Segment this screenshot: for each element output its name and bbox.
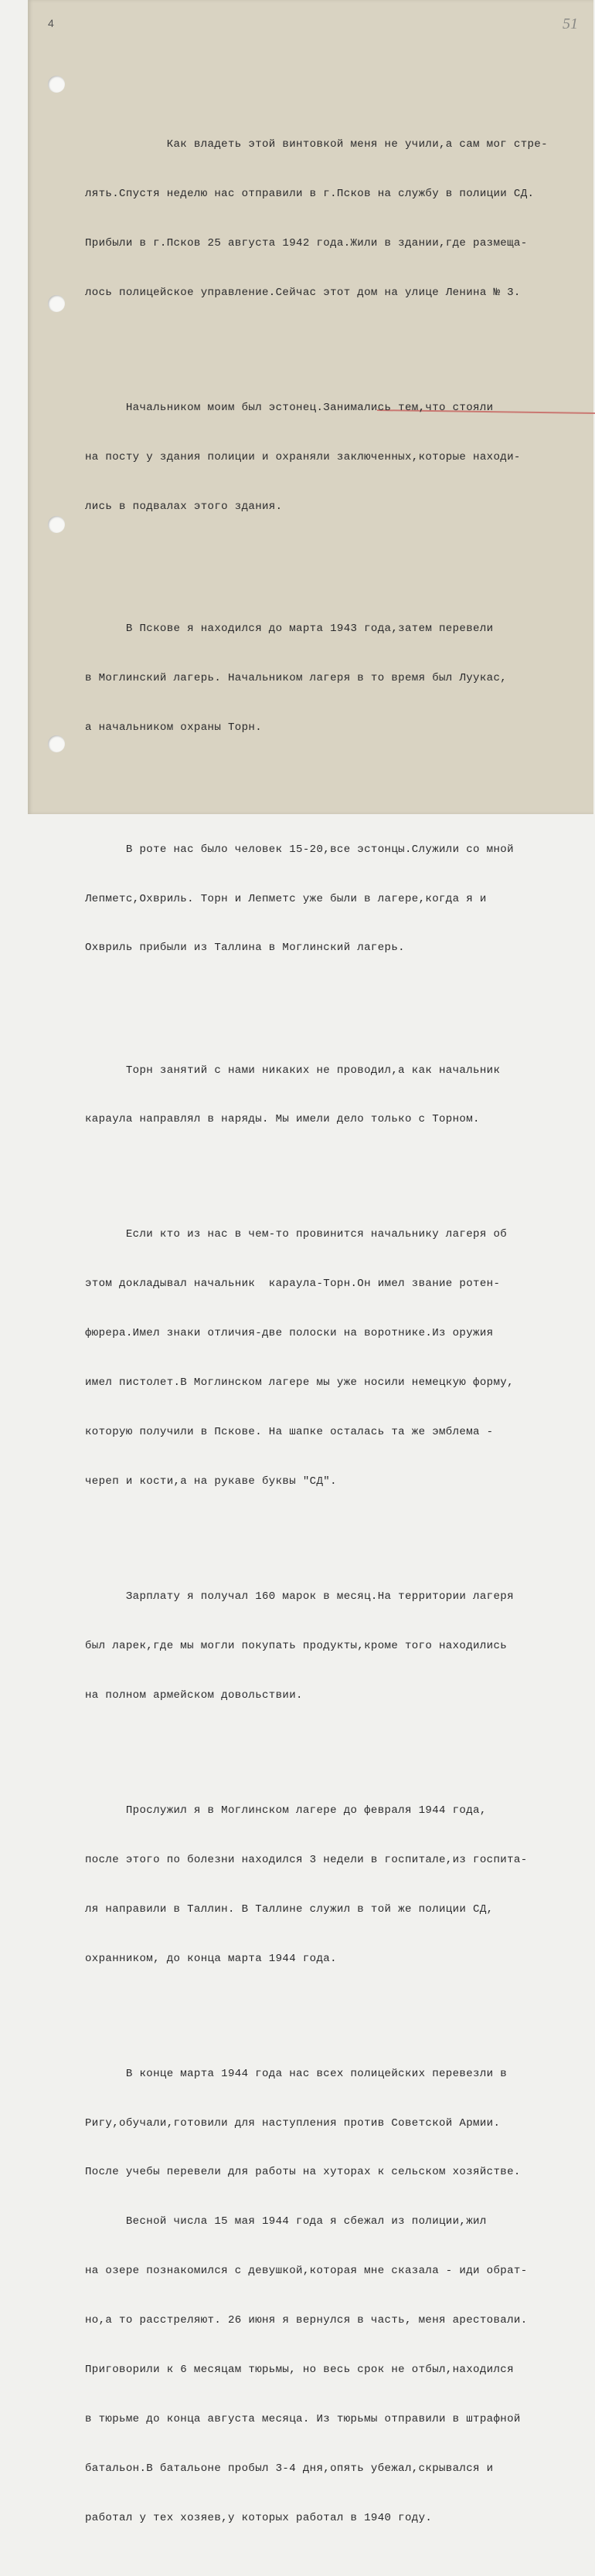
page-number: 4 [48, 17, 54, 29]
paragraph [85, 367, 564, 548]
text-line: а начальником охраны Торн. [85, 721, 262, 734]
text-line: имел пистолет.В Моглинском лагере мы уже носили немецкую форму, [85, 1376, 514, 1390]
text-line: Если кто из нас в чем-то провинится начальнику лагеря об [85, 1228, 508, 1241]
text-line: В роте нас было человек 15-20,все эстонцы.Служили со мной [85, 843, 514, 856]
text-line: на посту у здания полиции и охраняли заключенных,которые находи- [85, 450, 521, 463]
text-line: Начальником моим был эстонец.Занимались тем,что стояли [85, 401, 494, 414]
text-line: ля направили в Таллин. В Таллине служил в той же полиции СД, [85, 1902, 494, 1916]
paragraph [85, 1030, 564, 1161]
text-line: Прослужил я в Моглинском лагере до февраля 1944 года, [85, 1804, 487, 1817]
typewritten-text [85, 71, 564, 2576]
text-line: Прибыли в г.Псков 25 августа 1942 года.Жили в здании,где размеща- [85, 236, 528, 249]
paragraph [85, 2033, 564, 2560]
text-line: лись в подвалах этого здания. [85, 500, 283, 513]
text-line: Ригу,обучали,готовили для наступления против Советской Армии. [85, 2116, 501, 2130]
text-line: После учебы перевели для работы на хуторах к сельском хозяйстве. [85, 2166, 521, 2179]
text-line: Лепметс,Охвриль. Торн и Лепметс уже были в лагере,когда я и [85, 892, 487, 905]
paragraph [85, 104, 564, 334]
text-line: этом докладывал начальник караула-Торн.Он имел звание ротен- [85, 1278, 501, 1291]
text-line: Весной числа 15 мая 1944 года я сбежал из полиции,жил [85, 2215, 487, 2228]
text-line: В Пскове я находился до марта 1943 года,затем перевели [85, 622, 494, 635]
paragraph [85, 809, 564, 989]
text-line: лось полицейское управление.Сейчас этот дом на улице Ленина № 3. [85, 286, 521, 299]
text-line: был ларек,где мы могли покупать продукты,кроме того находились [85, 1639, 508, 1652]
binder-hole [48, 76, 65, 93]
text-line: работал у тех хозяев,у которых работал в 1940 году. [85, 2511, 433, 2524]
text-line: в тюрьме до конца августа месяца. Из тюрьмы отправили в штрафной [85, 2412, 521, 2425]
text-line: но,а то расстреляют. 26 июня я вернулся в часть, меня арестовали. [85, 2314, 528, 2327]
text-line: на озере познакомился с девушкой,которая мне сказала - иди обрат- [85, 2265, 528, 2278]
text-line: на полном армейском довольствии. [85, 1688, 303, 1702]
text-line: после этого по болезни находился 3 недели в госпитале,из госпита- [85, 1853, 528, 1866]
text-line: В конце марта 1944 года нас всех полицейских перевезли в [85, 2067, 508, 2080]
text-line: в Моглинский лагерь. Начальником лагеря в то время был Луукас, [85, 671, 508, 684]
archive-sheet-number: 51 [563, 15, 578, 32]
text-line: караула направлял в наряды. Мы имели дело только с Торном. [85, 1113, 480, 1126]
text-line: фюрера.Имел знаки отличия-две полоски на воротнике.Из оружия [85, 1327, 494, 1340]
paragraph [85, 588, 564, 769]
text-line: батальон.В батальоне пробыл 3-4 дня,опять убежал,скрывался и [85, 2462, 494, 2475]
text-line: череп и кости,а на рукаве буквы "СД". [85, 1475, 337, 1488]
text-line: Зарплату я получал 160 марок в месяц.На территории лагеря [85, 1590, 514, 1604]
binder-hole [48, 295, 65, 312]
text-line: Охвриль прибыли из Таллина в Моглинский лагерь. [85, 942, 405, 955]
text-line: Приговорили к 6 месяцам тюрьмы, но весь срок не отбыл,находился [85, 2363, 514, 2376]
text-line: Как владеть этой винтовкой меня не учили,а сам мог стре- [85, 138, 548, 151]
text-line: Торн занятий с нами никаких не проводил,а как начальник [85, 1064, 501, 1077]
text-line: лять.Спустя неделю нас отправили в г.Псков на службу в полиции СД. [85, 188, 535, 201]
paragraph [85, 1770, 564, 2000]
binder-hole [48, 735, 65, 752]
paragraph [85, 1194, 564, 1523]
text-line: которую получили в Пскове. На шапке осталась та же эмблема - [85, 1426, 494, 1439]
text-line: охранником, до конца марта 1944 года. [85, 1952, 337, 1965]
paragraph [85, 1556, 564, 1736]
binder-hole [48, 516, 65, 533]
